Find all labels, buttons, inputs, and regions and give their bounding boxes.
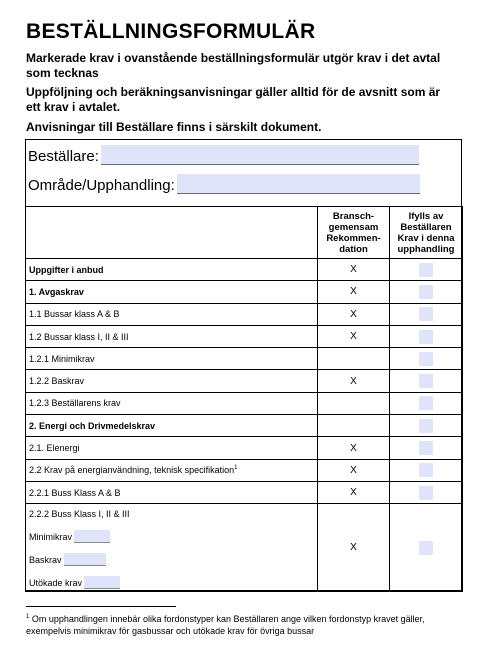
row-label (26, 281, 318, 303)
requirement-checkbox[interactable] (419, 374, 433, 388)
table-row (26, 415, 463, 437)
recommendation-mark: X (318, 303, 390, 325)
row-label-text: 1.2.3 Beställarens krav (29, 398, 121, 409)
recommendation-mark: X (318, 481, 390, 503)
row-label-text: 1. Avgaskrav (29, 286, 84, 297)
bestallare-field[interactable] (101, 145, 419, 165)
row-label (26, 481, 318, 503)
utokade-krav-field[interactable] (84, 576, 120, 589)
requirement-checkbox[interactable] (419, 330, 433, 344)
table-row (26, 281, 463, 303)
row-label-text: Uppgifter i anbud (29, 264, 104, 275)
row-label (26, 259, 318, 281)
table-row (26, 259, 463, 281)
row-label-text: 2. Energi och Drivmedelskrav (29, 420, 156, 431)
requirement-checkbox[interactable] (419, 396, 433, 410)
omrade-upphandling-field[interactable] (177, 174, 420, 194)
requirement-checkbox-cell (390, 303, 463, 325)
intro-paragraph-2: Uppföljning och beräkningsanvisningar gäller alltid för de avsnitt som är ett krav i avtalet. (26, 85, 441, 114)
requirement-checkbox[interactable] (419, 285, 433, 299)
row-label-text: 1.2.1 Minimikrav (29, 353, 95, 364)
requirement-checkbox-cell (390, 281, 463, 303)
footnote-text: Om upphandlingen innebär olika fordonstyper kan Beställaren ange vilken fordonstyp kravet gäller, exempelvis minimikrav för gasbussar och utökade krav för övriga bussar (26, 614, 425, 636)
row-label-text: 2.2.2 Buss Klass I, II & III (29, 509, 130, 520)
requirement-checkbox[interactable] (419, 463, 433, 477)
header-recommendation: Bransch-gemensam Rekommen-dation (318, 207, 390, 259)
footnote (26, 611, 446, 637)
recommendation-mark: X (318, 370, 390, 392)
table-row (26, 437, 463, 459)
row-label-text: 1.1 Bussar klass A & B (29, 309, 120, 320)
table-row (26, 392, 463, 414)
requirement-checkbox-cell (390, 504, 463, 592)
requirement-checkbox[interactable] (419, 441, 433, 455)
requirement-checkbox-cell (390, 348, 463, 370)
page-title: BESTÄLLNINGSFORMULÄR (26, 20, 316, 43)
recommendation-mark (318, 415, 390, 437)
header-buyer-requirement: Ifylls av Beställaren Krav i denna upphandling (390, 207, 463, 259)
row-label (26, 325, 318, 347)
utokade-krav-label: Utökade krav (29, 578, 83, 589)
row-label (26, 303, 318, 325)
requirement-checkbox-cell (390, 459, 463, 481)
table-row (26, 325, 463, 347)
recommendation-mark: X (318, 281, 390, 303)
recommendation-mark (318, 348, 390, 370)
intro-paragraph-1: Markerade krav i ovanstående beställningsformulär utgör krav i det avtal som tecknas (26, 51, 441, 80)
requirement-checkbox[interactable] (419, 419, 433, 433)
header-blank (26, 207, 318, 259)
recommendation-mark: X (318, 504, 390, 592)
requirement-checkbox[interactable] (419, 263, 433, 277)
baskrav-label: Baskrav (29, 555, 62, 566)
row-label-text: 1.2 Bussar klass I, II & III (29, 331, 129, 342)
bestallare-row (28, 145, 419, 165)
requirement-checkbox-cell (390, 259, 463, 281)
table-row (26, 348, 463, 370)
table-row (26, 504, 463, 592)
requirement-checkbox-cell (390, 437, 463, 459)
recommendation-mark: X (318, 259, 390, 281)
omrade-row (28, 174, 420, 194)
requirement-checkbox[interactable] (419, 486, 433, 500)
baskrav-field[interactable] (64, 553, 106, 566)
requirement-checkbox-cell (390, 392, 463, 414)
row-label (26, 348, 318, 370)
minimikrav-field[interactable] (74, 530, 110, 543)
table-row (26, 303, 463, 325)
requirement-checkbox-cell (390, 370, 463, 392)
bestallare-label: Beställare: (28, 148, 99, 165)
requirement-checkbox-cell (390, 415, 463, 437)
table-row (26, 370, 463, 392)
row-label (26, 370, 318, 392)
omrade-label: Område/Upphandling: (28, 177, 175, 194)
row-label (26, 437, 318, 459)
recommendation-mark: X (318, 459, 390, 481)
row-label-text: 2.2 Krav på energianvändning, teknisk specifikation (29, 465, 235, 476)
row-label (26, 392, 318, 414)
requirement-checkbox[interactable] (419, 541, 433, 555)
requirements-table (25, 206, 463, 592)
footnote-divider (26, 606, 176, 607)
order-form (25, 139, 462, 591)
row-label (26, 415, 318, 437)
requirement-checkbox[interactable] (419, 352, 433, 366)
row-label (26, 504, 318, 592)
footnote-ref: 1 (234, 465, 238, 472)
requirement-checkbox[interactable] (419, 307, 433, 321)
recommendation-mark: X (318, 325, 390, 347)
recommendation-mark (318, 392, 390, 414)
recommendation-mark: X (318, 437, 390, 459)
requirement-checkbox-cell (390, 481, 463, 503)
requirement-checkbox-cell (390, 325, 463, 347)
table-row (26, 459, 463, 481)
table-row (26, 481, 463, 503)
intro-paragraph-3: Anvisningar till Beställare finns i särskilt dokument. (26, 120, 322, 134)
table-body (26, 259, 463, 592)
row-label-text: 1.2.2 Baskrav (29, 376, 85, 387)
row-label (26, 459, 318, 481)
row-label-text: 2.1. Elenergi (29, 443, 80, 454)
minimikrav-label: Minimikrav (29, 532, 73, 543)
row-label-text: 2.2.1 Buss Klass A & B (29, 487, 121, 498)
footnote-number: 1 (26, 614, 30, 620)
